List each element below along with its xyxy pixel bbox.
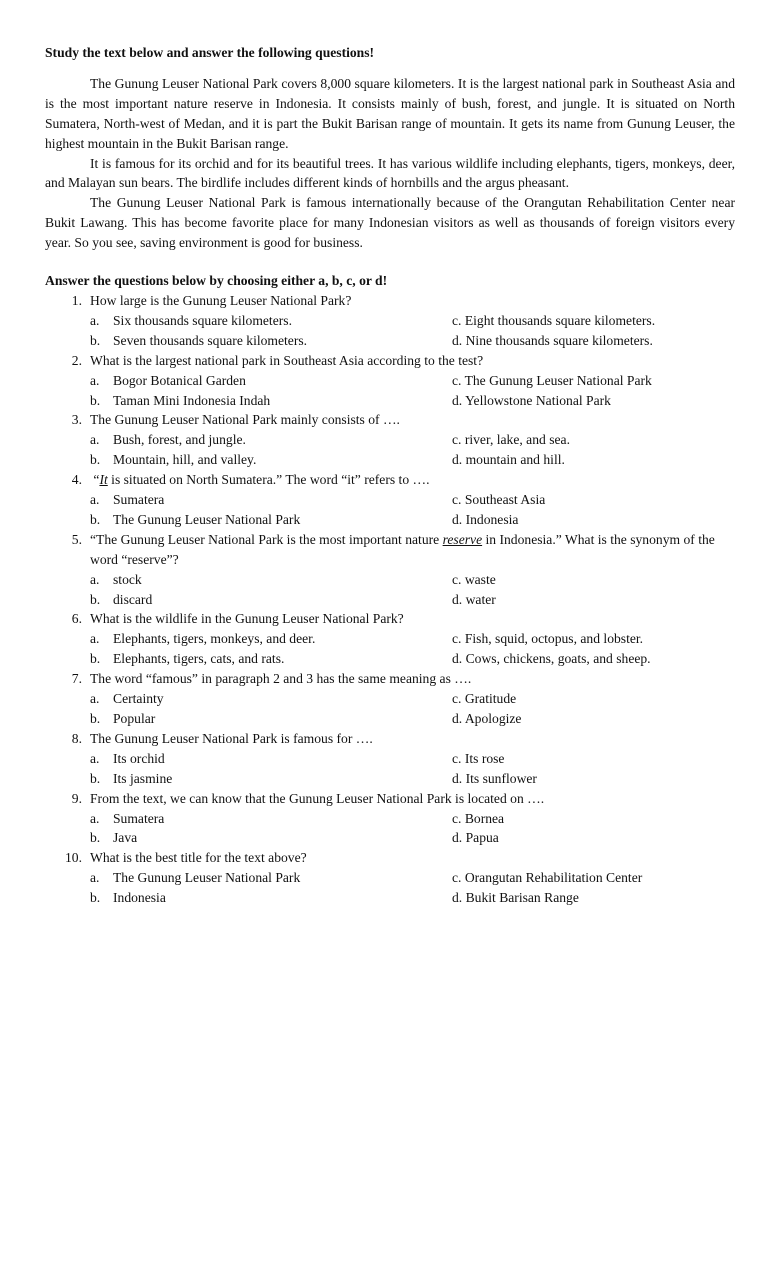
option-d[interactable]: d. Cows, chickens, goats, and sheep.: [452, 651, 651, 667]
question-number: 7.: [71, 671, 82, 687]
option-c[interactable]: c. Fish, squid, octopus, and lobster.: [452, 631, 644, 647]
question-number: 5.: [71, 531, 82, 547]
questions-heading: Answer the questions below by choosing either a, b, c, or d!: [45, 273, 388, 289]
option-d[interactable]: d. water: [452, 591, 496, 607]
option-b[interactable]: b. discard: [90, 590, 452, 610]
question-text: What is the wildlife in the Gunung Leuser National Park?: [90, 611, 404, 627]
option-b[interactable]: b. Indonesia: [90, 888, 452, 908]
passage-paragraph-3: The Gunung Leuser National Park is famous internationally because of the Orangutan Rehabilitation Center near Bukit Lawang. This has become favorite place for many Indonesian visitors as well as thousands of foreign visitors every year. So you see, saving environment is good for business.: [45, 195, 735, 251]
option-a-text: Sumatera: [113, 492, 165, 508]
option-a-text: The Gunung Leuser National Park: [113, 870, 301, 886]
option-b-text: Taman Mini Indonesia Indah: [113, 392, 271, 408]
option-d[interactable]: d. mountain and hill.: [452, 452, 565, 468]
option-b[interactable]: b. Popular: [90, 709, 452, 729]
option-c[interactable]: c. Eight thousands square kilometers.: [452, 312, 656, 328]
worksheet-page: [45, 43, 735, 908]
option-b[interactable]: b. Seven thousands square kilometers.: [90, 331, 452, 351]
question-9: [45, 789, 735, 849]
question-number: 2.: [71, 352, 82, 368]
question-text: What is the best title for the text above?: [90, 850, 307, 866]
reading-passage: [45, 74, 735, 253]
option-c[interactable]: c. Gratitude: [452, 691, 517, 707]
question-list: [45, 291, 735, 908]
passage-paragraph-1: The Gunung Leuser National Park covers 8,000 square kilometers. It is the largest national park in Southeast Asia and is the most important nature reserve in Indonesia. It consists mainly of bush, forest, and jungle. It is situated on North Sumatera, North-west of Medan, and it is part the Bukit Barisan range of mountain. It gets its name from Gunung Leuser, the highest mountain in the Bukit Barisan range.: [45, 75, 735, 151]
question-text: The word “famous” in paragraph 2 and 3 has the same meaning as ….: [90, 671, 472, 687]
option-a-text: Bush, forest, and jungle.: [113, 432, 246, 448]
option-a-text: Certainty: [113, 691, 164, 707]
option-a-text: Sumatera: [113, 810, 165, 826]
option-a[interactable]: a. Its orchid: [90, 749, 452, 769]
option-a[interactable]: a. Elephants, tigers, monkeys, and deer.: [90, 629, 452, 649]
option-d[interactable]: d. Indonesia: [452, 511, 519, 527]
option-d[interactable]: d. Yellowstone National Park: [452, 392, 611, 408]
option-b-text: Seven thousands square kilometers.: [113, 332, 308, 348]
question-4: [45, 470, 735, 530]
question-text: How large is the Gunung Leuser National Park?: [90, 292, 352, 308]
option-a[interactable]: a. Certainty: [90, 689, 452, 709]
option-d[interactable]: d. Nine thousands square kilometers.: [452, 332, 653, 348]
option-c[interactable]: c. Southeast Asia: [452, 492, 546, 508]
option-d[interactable]: d. Papua: [452, 830, 499, 846]
option-b-text: Popular: [113, 711, 156, 726]
question-number: 10.: [65, 850, 82, 866]
option-c[interactable]: c. Its rose: [452, 750, 505, 766]
question-number: 3.: [71, 412, 82, 428]
option-a[interactable]: a. Six thousands square kilometers.: [90, 311, 452, 331]
question-text: “It is situated on North Sumatera.” The word “it” refers to ….: [93, 472, 430, 488]
option-a[interactable]: a. stock: [90, 570, 452, 590]
question-number: 4.: [71, 472, 82, 488]
question-text: What is the largest national park in Southeast Asia according to the test?: [90, 352, 484, 368]
option-b[interactable]: b. Its jasmine: [90, 769, 452, 789]
question-5: [45, 530, 735, 610]
option-b[interactable]: b. Java: [90, 828, 452, 848]
option-b-text: Indonesia: [113, 890, 166, 906]
question-text: “The Gunung Leuser National Park is the most important nature reserve in Indonesia.” What is the synonym of the word “reserve”?: [90, 531, 715, 567]
option-d[interactable]: d. Bukit Barisan Range: [452, 890, 579, 906]
option-c[interactable]: c. waste: [452, 571, 496, 587]
question-number: 9.: [71, 790, 82, 806]
option-b-text: Mountain, hill, and valley.: [113, 452, 257, 468]
option-a-text: Elephants, tigers, monkeys, and deer.: [113, 631, 316, 647]
option-b-text: discard: [113, 591, 153, 607]
option-b[interactable]: b. The Gunung Leuser National Park: [90, 510, 452, 530]
option-b-text: Java: [113, 830, 138, 846]
question-6: [45, 609, 735, 669]
question-3: [45, 410, 735, 470]
question-10: [45, 848, 735, 908]
option-c[interactable]: c. Bornea: [452, 810, 505, 826]
option-b-text: The Gunung Leuser National Park: [113, 511, 301, 527]
option-a[interactable]: a. Bogor Botanical Garden: [90, 371, 452, 391]
option-a[interactable]: a. Bush, forest, and jungle.: [90, 430, 452, 450]
question-text: From the text, we can know that the Gunung Leuser National Park is located on ….: [90, 790, 545, 806]
option-c[interactable]: c. Orangutan Rehabilitation Center: [452, 870, 643, 886]
option-d[interactable]: d. Its sunflower: [452, 770, 537, 786]
question-8: [45, 729, 735, 789]
option-b-text: Elephants, tigers, cats, and rats.: [113, 651, 285, 667]
option-a-text: stock: [113, 571, 142, 587]
question-7: [45, 669, 735, 729]
option-d[interactable]: d. Apologize: [452, 711, 522, 726]
question-number: 1.: [71, 292, 82, 308]
option-a-text: Bogor Botanical Garden: [113, 372, 246, 388]
option-b-text: Its jasmine: [113, 770, 173, 786]
highlighted-word: It: [99, 472, 108, 488]
option-c[interactable]: c. The Gunung Leuser National Park: [452, 372, 652, 388]
instructions-heading: Study the text below and answer the following questions!: [45, 45, 375, 60]
option-a[interactable]: a. Sumatera: [90, 490, 452, 510]
option-b[interactable]: b. Elephants, tigers, cats, and rats.: [90, 649, 452, 669]
highlighted-word: reserve: [442, 531, 483, 547]
question-number: 8.: [71, 730, 82, 746]
question-2: [45, 351, 735, 411]
question-1: [45, 291, 735, 351]
option-a-text: Six thousands square kilometers.: [113, 312, 292, 328]
question-number: 6.: [71, 611, 82, 627]
option-a[interactable]: a. The Gunung Leuser National Park: [90, 868, 452, 888]
passage-paragraph-2: It is famous for its orchid and for its beautiful trees. It has various wildlife including elephants, tigers, monkeys, deer, and Malayan sun bears. The birdlife includes different kinds of hornbills and the argus pheasant.: [45, 155, 735, 191]
option-c[interactable]: c. river, lake, and sea.: [452, 432, 570, 448]
option-b[interactable]: b. Taman Mini Indonesia Indah: [90, 391, 452, 411]
option-b[interactable]: b. Mountain, hill, and valley.: [90, 450, 452, 470]
option-a-text: Its orchid: [113, 750, 165, 766]
option-a[interactable]: a. Sumatera: [90, 809, 452, 829]
question-text: The Gunung Leuser National Park mainly consists of ….: [90, 412, 400, 428]
question-text: The Gunung Leuser National Park is famous for ….: [90, 730, 373, 746]
